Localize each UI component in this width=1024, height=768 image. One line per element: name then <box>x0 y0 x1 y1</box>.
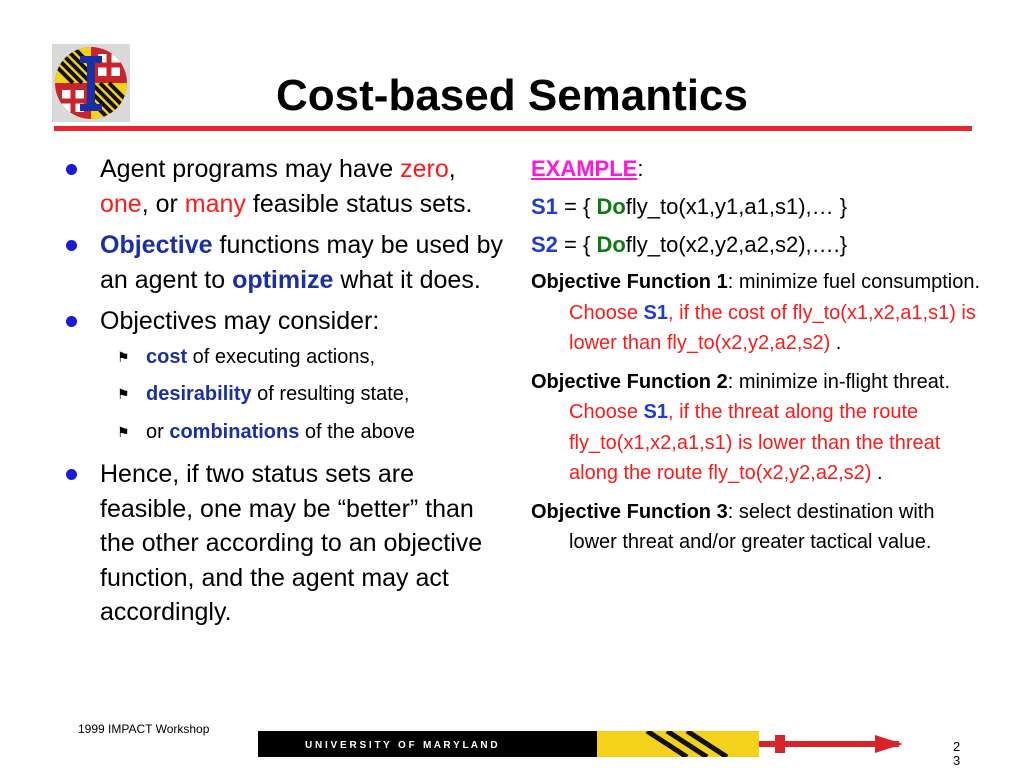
text: : <box>727 271 734 293</box>
example-label: EXAMPLE <box>531 156 638 181</box>
of1-label: Objective Function 1 <box>531 271 728 293</box>
university-name: U N I V E R S I T Y O F M A R Y L A N D <box>305 740 498 751</box>
bullet-objectives-consider <box>60 304 505 339</box>
bullet-dot-icon <box>66 469 77 480</box>
text-one: one <box>100 189 142 218</box>
page-number <box>953 740 963 768</box>
s1-label: S1 <box>643 401 668 423</box>
objective-function-3 <box>531 497 981 558</box>
example-heading <box>531 151 981 187</box>
text: fly_to(x1,y1,a1,s1),… } <box>625 194 848 219</box>
text: Hence, if two status sets are feasible, one may be “better” than the other according to an objective function, and the agent may act accordingly. <box>100 460 483 626</box>
page-digit: 3 <box>953 753 961 768</box>
text: feasible status sets. <box>245 189 473 218</box>
text-choose: Choose <box>569 301 644 324</box>
of3-label: Objective Function 3 <box>531 500 728 523</box>
text: fly_to(x2,y2,a2,s2),….} <box>625 232 848 257</box>
slide-title: Cost-based Semantics <box>276 71 748 120</box>
university-banner <box>255 731 943 757</box>
text-objective: Objective <box>100 231 213 259</box>
text: = { <box>557 232 597 257</box>
objective-function-2 <box>531 367 981 489</box>
do-label: Do <box>596 194 626 219</box>
bullet-objective-functions <box>60 228 505 297</box>
sub-bullet-marker-icon: ⚑ <box>117 386 130 402</box>
footer-workshop: 1999 IMPACT Workshop <box>78 722 210 736</box>
text: of the above <box>299 420 416 443</box>
sub-bullet-desirability <box>60 376 505 414</box>
status-set-s1 <box>531 189 981 225</box>
sub-bullet-marker-icon: ⚑ <box>117 423 130 440</box>
text: of executing actions, <box>187 345 376 368</box>
do-label: Do <box>596 232 626 257</box>
left-column <box>60 152 505 637</box>
status-set-s2 <box>531 227 981 263</box>
bullet-agent-programs <box>60 152 505 221</box>
sub-bullet-cost <box>60 339 505 377</box>
text: , <box>448 155 456 183</box>
text: . <box>830 332 842 354</box>
title-underline <box>54 126 972 131</box>
bullet-dot-icon <box>66 316 77 327</box>
bullet-hence <box>60 457 505 630</box>
text-condition: , if the cost of fly_to(x1,x2,a1,s1) is lower than fly_to(x2,y2,a2,s2) <box>569 301 976 354</box>
s1-label: S1 <box>643 301 668 324</box>
text-choose: Choose <box>569 401 644 423</box>
text: functions may be used by an agent to <box>100 231 504 294</box>
text: , or <box>141 189 185 218</box>
text-combinations: combinations <box>169 420 300 443</box>
text-many: many <box>184 189 246 218</box>
text: = { <box>557 194 597 219</box>
page-digit: 2 <box>953 739 961 754</box>
bullet-dot-icon <box>66 164 77 175</box>
text-zero: zero <box>400 155 449 183</box>
text: Objectives may consider: <box>100 307 380 335</box>
text: Agent programs may have <box>100 155 401 183</box>
text: : <box>727 500 734 523</box>
sub-bullet-marker-icon: ⚑ <box>117 348 130 365</box>
text: minimize in-flight threat. <box>733 370 951 393</box>
text: . <box>871 462 883 484</box>
text: : <box>637 156 644 181</box>
s2-label: S2 <box>531 232 558 257</box>
text: minimize fuel consumption. <box>733 271 981 293</box>
text-cost: cost <box>146 345 188 368</box>
bullet-dot-icon <box>66 240 77 251</box>
of2-label: Objective Function 2 <box>531 370 728 393</box>
text: : <box>727 370 734 393</box>
text: of resulting state, <box>251 383 410 405</box>
text-optimize: optimize <box>232 265 334 294</box>
text-condition: , if the threat along the route fly_to(x1,x2,a1,s1) is lower than the threat along the route fly_to(x2,y2,a2,s2) <box>569 401 941 484</box>
text: or <box>146 420 170 443</box>
text-desirability: desirability <box>146 383 252 405</box>
sub-bullet-combinations <box>60 414 505 452</box>
objective-function-1 <box>531 267 981 359</box>
s1-label: S1 <box>531 194 558 219</box>
text: select destination with lower threat and/or greater tactical value. <box>569 500 935 553</box>
text: what it does. <box>333 265 481 294</box>
right-column <box>531 151 981 566</box>
